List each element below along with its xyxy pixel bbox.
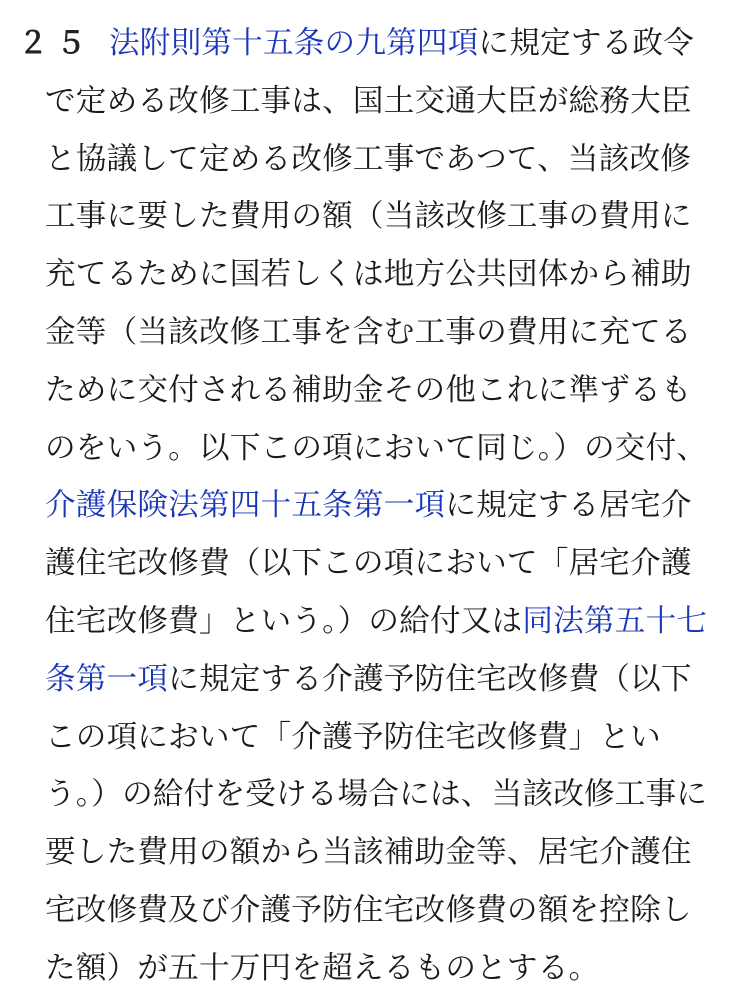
paragraph-text: に規定する介護予防住宅改修費（以下 xyxy=(168,661,692,697)
text-line xyxy=(45,649,692,711)
text-line xyxy=(45,360,692,422)
paragraph-text: た額）が五十万円を超えるものとする。 xyxy=(45,950,600,986)
text-line xyxy=(45,822,692,884)
paragraph-text: 要した費用の額から当該補助金等、居宅介護住 xyxy=(45,835,692,871)
law-reference-link[interactable]: 条第一項 xyxy=(45,661,169,697)
paragraph-text: と協議して定める改修工事であつて、当該改修 xyxy=(45,141,692,177)
paragraph-text: ために交付される補助金その他これに準ずるも xyxy=(45,372,692,408)
paragraph-text: に規定する居宅介 xyxy=(445,488,692,524)
paragraph-text: この項において「介護予防住宅改修費」とい xyxy=(45,719,661,755)
text-line xyxy=(45,764,707,826)
paragraph-text: のをいう。以下この項において同じ。）の交付、 xyxy=(45,430,708,466)
paragraph-text: う。）の給付を受ける場合には、当該改修工事に xyxy=(45,777,708,813)
paragraph-text: に規定する政令 xyxy=(478,26,695,61)
text-line xyxy=(45,880,692,942)
paragraph-text: 住宅改修費」という。）の給付又は xyxy=(45,604,523,639)
text-line xyxy=(45,244,692,306)
text-line xyxy=(45,186,692,248)
text-line xyxy=(45,707,661,769)
law-reference-link[interactable]: 同法第五十七 xyxy=(522,604,708,639)
paragraph-text: 宅改修費及び介護予防住宅改修費の額を控除し xyxy=(45,893,692,928)
text-line xyxy=(45,938,599,1000)
law-reference-link[interactable]: 介護保険法第四十五条第一項 xyxy=(45,488,446,524)
text-line xyxy=(45,475,692,537)
paragraph-text: 金等（当該改修工事を含む工事の費用に充てる xyxy=(45,315,692,350)
text-line xyxy=(45,591,707,653)
law-reference-link[interactable]: 法附則第十五条の九第四項 xyxy=(109,26,479,61)
paragraph-text: 工事に要した費用の額（当該改修工事の費用に xyxy=(45,199,692,235)
text-line xyxy=(45,533,692,595)
text-line xyxy=(45,71,692,133)
paragraph-text: で定める改修工事は、国土交通大臣が総務大臣 xyxy=(45,83,692,119)
text-line xyxy=(45,129,691,191)
text-line xyxy=(109,13,694,75)
item-number: ２５ xyxy=(18,26,94,61)
text-line xyxy=(45,418,707,480)
paragraph-text: 護住宅改修費（以下この項において「居宅介護 xyxy=(45,546,692,582)
text-line xyxy=(45,302,692,364)
paragraph-text: 充てるために国若しくは地方公共団体から補助 xyxy=(45,257,692,293)
